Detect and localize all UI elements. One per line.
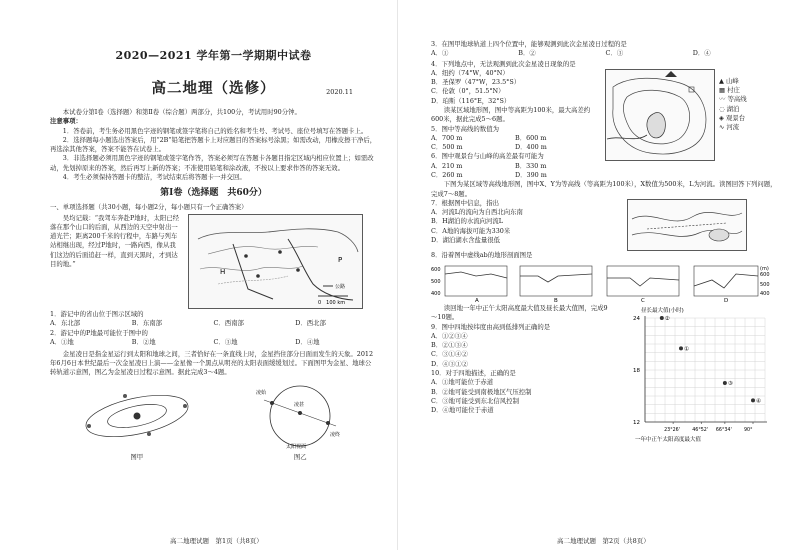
site-marker — [256, 274, 260, 278]
intro-text: 本试卷分第Ⅰ卷（选择题）和第Ⅱ卷（综合题）两部分，共100分，考试用时90分钟。 — [62, 107, 301, 116]
region-map — [188, 214, 363, 309]
figure-b — [250, 382, 350, 463]
q7-option-b[interactable]: B．H湖泊的水流向河流L — [431, 217, 504, 226]
q7-block — [431, 199, 780, 251]
legend-river: ∿ 河流 — [719, 123, 740, 132]
profile-d-axis-bottom: 400 — [760, 291, 770, 298]
q5-intro: 读某区域地形图，图中等高距为100米，最大高差约600米，据此完成5～6题。 — [431, 105, 591, 124]
page-footer: 高二地理试题 第1页（共8页） — [170, 536, 263, 545]
q10-option-b[interactable]: B．②地可能受到南极地区气压控制 — [431, 387, 532, 396]
legend-contour: 〰 等高线 — [719, 95, 747, 104]
q9-option-d[interactable]: D．④③①② — [431, 359, 469, 368]
label-ingress: 凌始 — [256, 389, 267, 396]
sun-icon — [133, 412, 140, 419]
note-item: 2．选择题每小题选出答案后，用“2B”铅笔把答题卡上对应题目的答案标号涂黑；如需改动，用橡皮擦干净后，再选涂其他答案，答案不能答在试卷上。 — [50, 135, 377, 154]
q1-option-b[interactable]: B．东南部 — [131, 318, 163, 327]
q9-option-a[interactable]: A．①②③④ — [431, 331, 468, 340]
q4-option-a[interactable]: A．纽约（74°W，40°N） — [431, 68, 509, 77]
part1-title: 第Ⅰ卷（选择题 共60分） — [160, 188, 267, 199]
label-sun-disk: 太阳视面 — [286, 443, 307, 450]
q1-intro: 吴均记载：“我驾车奔赴P地时，太阳已经落在那个山口的后面，从西边的天空中射出一道光芒；距离200千米的行程中，车路与列车站相继出现，经过P地时，一路向西，像从我们这边的后面追赶一样，直到天黑时，才到达目的地。” — [50, 213, 180, 268]
data-point-label: ② — [664, 316, 670, 323]
profile-label-c: C — [641, 298, 645, 303]
subtitle-row — [50, 78, 377, 99]
q6-option-a[interactable]: A．210 m — [431, 161, 463, 170]
earth-marker — [87, 424, 91, 428]
question-3: 3．在图甲地球轨道上四个位置中，能够观测到此次金星凌日过程的是 — [431, 40, 627, 48]
q3-options — [431, 49, 780, 58]
q4-option-c[interactable]: C．伦敦（0°，51.5°N） — [431, 87, 505, 96]
x-tick-label: 66°34' — [715, 428, 732, 434]
q3-option-c[interactable]: C．③ — [605, 49, 624, 58]
note-item: 1．答卷前，考生务必用黑色字迹的钢笔或签字笔将自己的姓名和考生号、考试号、座位号填写在答题卡上。 — [62, 126, 368, 135]
label-egress: 凌终 — [330, 431, 341, 438]
question-4: 4．下列地点中，无法观测到此次金星凌日现象的是 — [431, 59, 576, 68]
data-point-label: ④ — [756, 398, 761, 405]
q1-option-d[interactable]: D．西北部 — [295, 318, 326, 327]
q7-option-d[interactable]: D．湖泊湖水含盐量很低 — [431, 235, 501, 244]
topo-map — [605, 69, 715, 161]
legend-peak-label: 山峰 — [725, 76, 739, 85]
profile-label-b: B — [554, 298, 558, 303]
profile-d-axis-mid: 500 — [760, 282, 770, 289]
chart-title: 昼长最大值(小时) — [641, 308, 684, 315]
legend-river-label: 河流 — [726, 123, 740, 132]
q4-option-b[interactable]: B．圣保罗（47°W，23.5°S） — [431, 78, 521, 87]
profile-d[interactable] — [692, 262, 780, 302]
q5-option-b[interactable]: B．600 m — [515, 133, 547, 142]
data-point-label: ③ — [727, 381, 733, 388]
label-p: P — [338, 255, 343, 264]
q9-option-b[interactable]: B．②①③④ — [431, 341, 468, 350]
q1-options — [50, 319, 377, 328]
figure-a-caption: 图甲 — [130, 452, 144, 461]
q9-intro: 读回地一年中正午太阳高度最大值及昼长最大值图，完成9～10题。 — [431, 304, 608, 322]
transit-diagram — [250, 382, 350, 450]
q1-option-a[interactable]: A．东北部 — [50, 318, 81, 327]
note-item: 4．考生必须保持答题卡的整洁，考试结束后将答题卡一并交回。 — [62, 172, 246, 181]
q5-option-c[interactable]: C．500 m — [431, 143, 463, 152]
orbit-diagram — [77, 382, 197, 450]
profile-axis-top: 600 — [431, 267, 441, 274]
q7-option-a[interactable]: A．河流L的流向为自西北向东南 — [431, 208, 523, 217]
q4-left — [431, 69, 599, 180]
profile-a[interactable] — [431, 262, 509, 302]
legend-contour-label: 等高线 — [727, 95, 747, 104]
topo-map-block — [605, 69, 769, 180]
q5-option-d[interactable]: D．400 m — [515, 143, 547, 152]
legend-road: 公路 — [335, 283, 346, 290]
y-tick-label: 12 — [633, 420, 640, 427]
question-5: 5．图中等高线的数值为 — [431, 124, 499, 133]
question-8: 8．沿着图中虚线ab的地形剖面图是 — [431, 250, 533, 259]
q3-option-a[interactable]: A．① — [431, 49, 449, 58]
legend-viewpoint: ◈ 观景台 — [719, 113, 746, 122]
profile-axis-mid: 500 — [431, 279, 441, 286]
chart-grid — [645, 318, 765, 422]
note-item: 3．非选择题必须用黑色字迹的钢笔或签字笔作答，答案必须写在答题卡各题目指定区域内相应位置上；如需改动，先划掉原来的答案，然后再写上新的答案；不准使用铅笔和涂改液，不按以上要求作答的答案无效。 — [50, 154, 374, 172]
label-h: H — [220, 267, 226, 276]
q9-left — [431, 304, 609, 444]
legend-viewpoint-label: 观景台 — [725, 113, 746, 122]
chart-axes — [633, 316, 767, 433]
exam-date: 2020.11 — [326, 87, 353, 96]
x-tick-label: 46°52' — [692, 428, 709, 434]
q1-option-c[interactable]: C．西南部 — [213, 318, 244, 327]
q10-option-c[interactable]: C．③地可能受到东北信风控制 — [431, 396, 519, 405]
profile-label-d: D — [724, 298, 729, 303]
q2-options — [50, 338, 377, 347]
q2-option-a[interactable]: A．①地 — [50, 338, 74, 347]
profile-label-a: A — [475, 298, 479, 303]
x-tick-label: 90° — [744, 428, 753, 434]
exam-title: 2020—2021 学年第一学期期中试卷 — [115, 49, 312, 62]
page-footer-right: 高二地理试题 第2页（共8页） — [557, 536, 650, 545]
legend-lake-label: 湖泊 — [726, 104, 740, 113]
data-point — [679, 346, 683, 350]
earth-marker — [147, 432, 151, 436]
question-7: 7．根据图中信息，指出 — [431, 198, 499, 207]
earth-marker — [183, 404, 187, 408]
legend-village-label: 村庄 — [727, 86, 740, 95]
map-scale: 0 100 km — [318, 299, 346, 306]
legend-lake: ◌ 湖泊 — [719, 104, 740, 113]
legend-village: ▦ 村庄 — [719, 86, 740, 95]
q2-option-b[interactable]: B．②地 — [131, 338, 156, 347]
q9-option-c[interactable]: C．③①④② — [431, 350, 468, 359]
q6-options — [431, 162, 599, 181]
exam-subtitle: 高二地理（选修） — [151, 79, 276, 97]
q7-intro: 下图为某区域等高线地形图，图中X、Y为等高线（等高距为100米），X数值为500米，L为河流。读图回答下列问题，完成7～8题。 — [431, 180, 777, 198]
q10-option-d[interactable]: D．④地可能位于赤道 — [431, 406, 494, 415]
x-tick-label: 23°26' — [664, 428, 681, 434]
data-point — [723, 381, 727, 385]
site-marker — [296, 268, 300, 272]
q6-option-b[interactable]: B．330 m — [515, 161, 547, 170]
venus-marker — [326, 421, 330, 425]
data-point-label: ① — [684, 346, 689, 353]
q4-option-d[interactable]: D．珀斯（116°E，32°S） — [431, 96, 511, 105]
profile-c[interactable] — [605, 262, 683, 302]
profile-b[interactable] — [518, 262, 596, 302]
q6-option-c[interactable]: C．260 m — [431, 170, 463, 179]
earth-marker — [123, 394, 127, 398]
q3-option-b[interactable]: B．② — [518, 49, 536, 58]
profile-options — [431, 262, 780, 302]
q1-block — [50, 214, 377, 309]
y-tick-label: 24 — [633, 316, 640, 323]
venus-marker — [270, 401, 274, 405]
q7-option-c[interactable]: C．A地的海拔可能为330米 — [431, 226, 511, 235]
figure-row — [50, 382, 377, 463]
question-1: 1．游记中的省山位于图示区域的 — [50, 309, 144, 318]
q10-option-a[interactable]: A．①地可能位于赤道 — [431, 378, 494, 387]
data-point — [751, 398, 755, 402]
question-2: 2．游记中的P地最可能位于图中的 — [50, 329, 148, 338]
question-9: 9．图中四地按纬度由高到低排列正确的是 — [431, 322, 551, 331]
label-greatest: 凌甚 — [294, 401, 305, 408]
q5-options — [431, 134, 599, 153]
right-page — [397, 0, 794, 550]
q2-option-d[interactable]: D．④地 — [295, 338, 320, 347]
site-marker — [244, 254, 248, 258]
q3-option-d[interactable]: D．④ — [692, 49, 711, 58]
profile-unit: (m) — [760, 266, 769, 273]
profile-axis-bottom: 400 — [431, 291, 441, 298]
q2-option-c[interactable]: C．③地 — [213, 338, 238, 347]
data-point — [660, 316, 664, 320]
y-tick-label: 18 — [633, 368, 640, 375]
site-marker — [278, 250, 282, 254]
part1-description: 一、单项选择题（共30小题，每小题2分，每小题只有一个正确答案） — [50, 203, 248, 212]
venus-marker — [298, 411, 302, 415]
question-10: 10．对于四地描述，正确的是 — [431, 369, 516, 378]
daylength-chart — [615, 304, 775, 444]
q7-left — [431, 199, 621, 251]
q6-option-d[interactable]: D．390 m — [515, 170, 547, 179]
figure-a — [77, 382, 197, 463]
notes-heading: 注意事项： — [50, 117, 82, 126]
map-legend — [719, 69, 769, 180]
q5-option-a[interactable]: A．700 m — [431, 133, 463, 142]
question-6: 6．图中观景台与山峰的高差最有可能为 — [431, 152, 544, 161]
figure-b-caption: 图乙 — [293, 452, 307, 461]
contour-map — [627, 199, 747, 251]
q4-block — [431, 69, 780, 180]
chart-x-label: 一年中正午太阳高度最大值 — [635, 437, 702, 444]
legend-peak: ▲ 山峰 — [719, 76, 739, 85]
profile-d-axis-top: 600 — [760, 272, 770, 279]
q3-intro: 金星凌日是指金星运行到太阳和地球之间，三者恰好在一条直线上时，金星挡住部分日面而发生的天象。2012年6月6日本世纪最后一次金星凌日上演——金星像一个黑点从明亮的太阳表面缓缓划过。下面图甲为金星、地球公转轨道示意图，图乙为金星凌日过程示意图。据此完成3～4题。 — [50, 349, 374, 377]
q9-block — [431, 304, 780, 444]
